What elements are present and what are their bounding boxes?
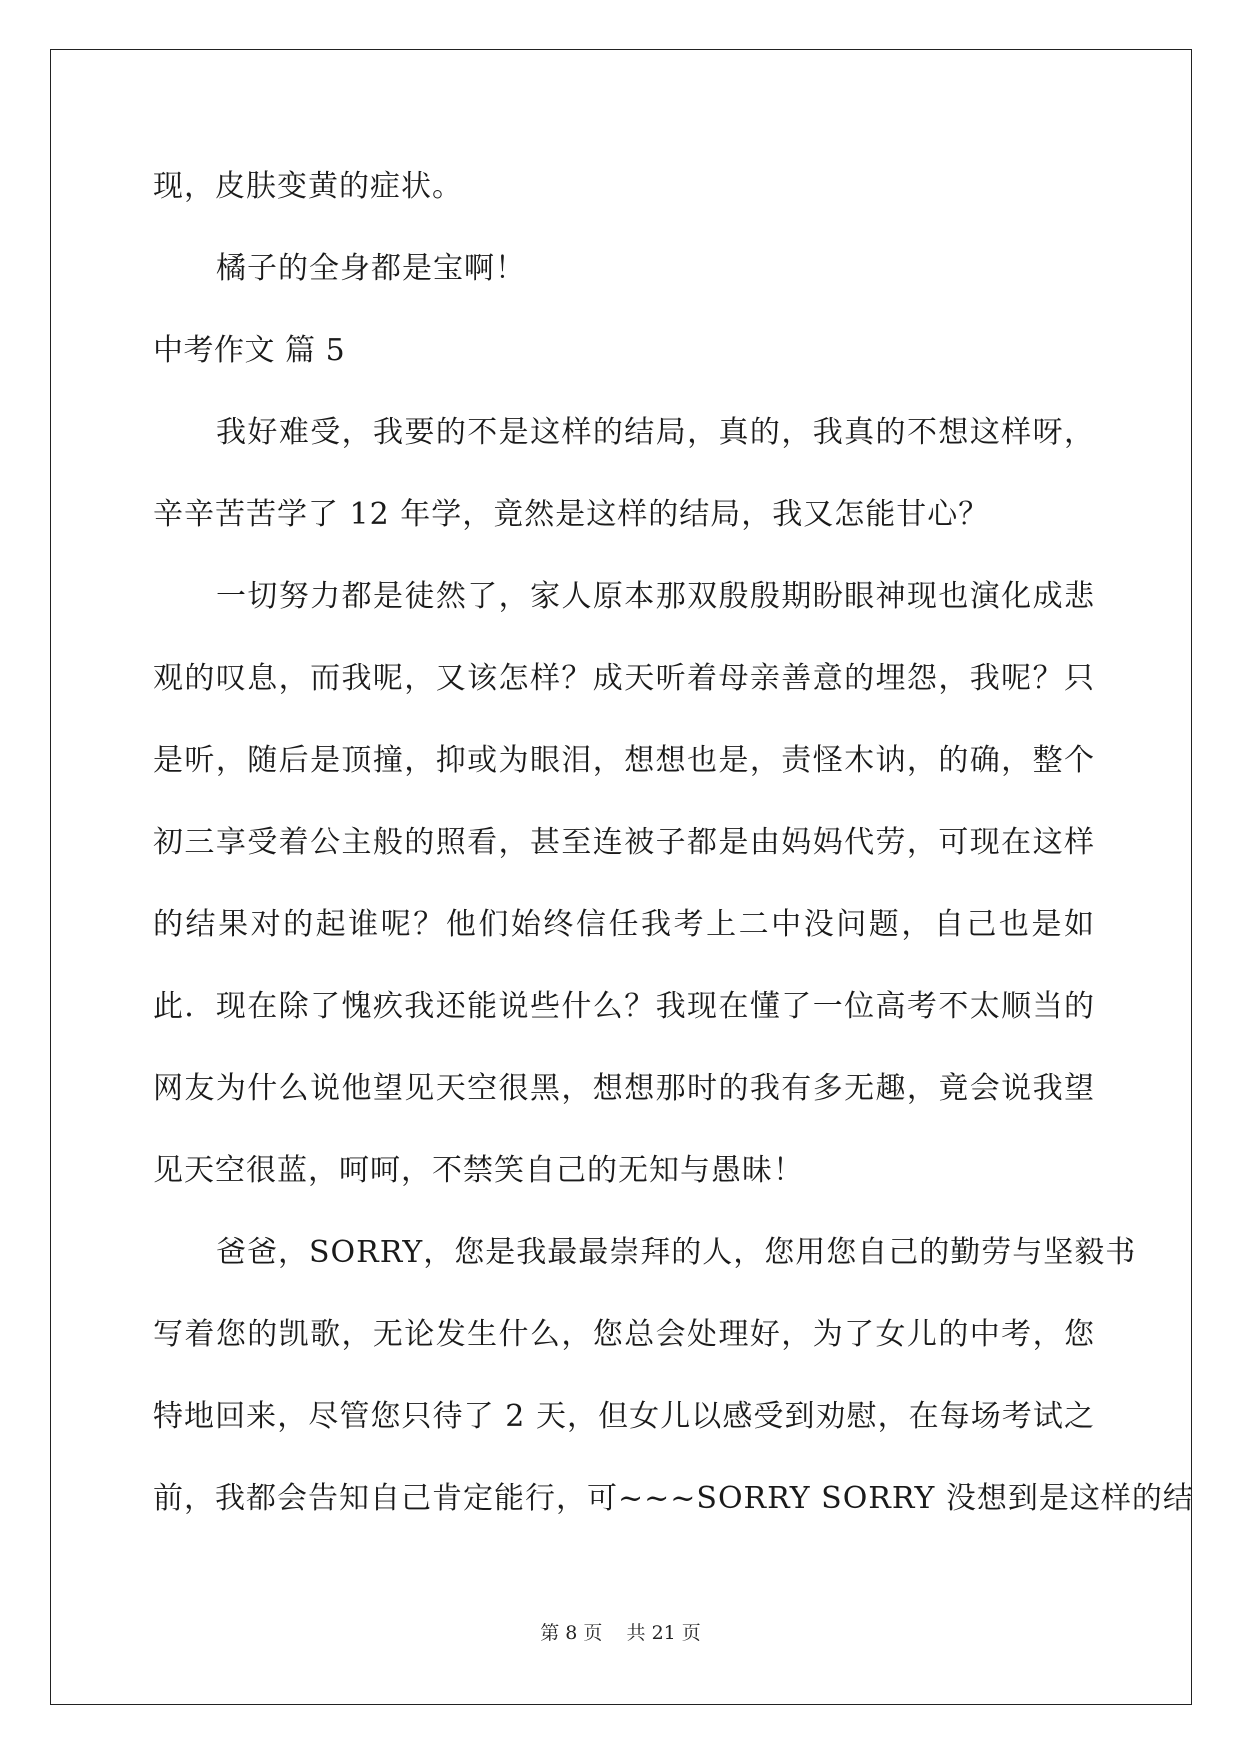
text-line: 我好难受，我要的不是这样的结局，真的，我真的不想这样呀， [216, 415, 1095, 450]
section-heading: 中考作文 篇 5 [153, 333, 346, 368]
text-line: 现，皮肤变黄的症状。 [153, 169, 463, 204]
text-line: 前，我都会告知自己肯定能行，可~~~SORRY SORRY 没想到是这样的结 [153, 1481, 1194, 1516]
text-line: 写着您的凯歌，无论发生什么，您总会处理好，为了女儿的中考，您 [153, 1317, 1095, 1352]
text-line: 辛辛苦苦学了 12 年学，竟然是这样的结局，我又怎能甘心？ [153, 497, 990, 532]
text-line: 爸爸，SORRY，您是我最最崇拜的人，您用您自己的勤劳与坚毅书 [216, 1235, 1137, 1270]
page-footer: 第 8 页 共 21 页 [540, 1622, 701, 1644]
text-line: 此．现在除了愧疚我还能说些什么？我现在懂了一位高考不太顺当的 [153, 989, 1095, 1024]
text-line: 一切努力都是徒然了，家人原本那双殷殷期盼眼神现也演化成悲 [216, 579, 1095, 614]
text-line: 网友为什么说他望见天空很黑，想想那时的我有多无趣，竟会说我望 [153, 1071, 1095, 1106]
text-line: 是听，随后是顶撞，抑或为眼泪，想想也是，责怪木讷，的确，整个 [153, 743, 1095, 778]
text-line: 初三享受着公主般的照看，甚至连被子都是由妈妈代劳，可现在这样 [153, 825, 1095, 860]
text-line: 的结果对的起谁呢？他们始终信任我考上二中没问题，自己也是如 [153, 907, 1095, 942]
text-line: 橘子的全身都是宝啊！ [216, 251, 526, 286]
document-body [153, 162, 1194, 1556]
text-line: 见天空很蓝，呵呵，不禁笑自己的无知与愚昧！ [153, 1153, 804, 1188]
text-line: 特地回来，尽管您只待了 2 天，但女儿以感受到劝慰，在每场考试之 [153, 1399, 1095, 1434]
text-line: 观的叹息，而我呢，又该怎样？成天听着母亲善意的埋怨，我呢？只 [153, 661, 1095, 696]
